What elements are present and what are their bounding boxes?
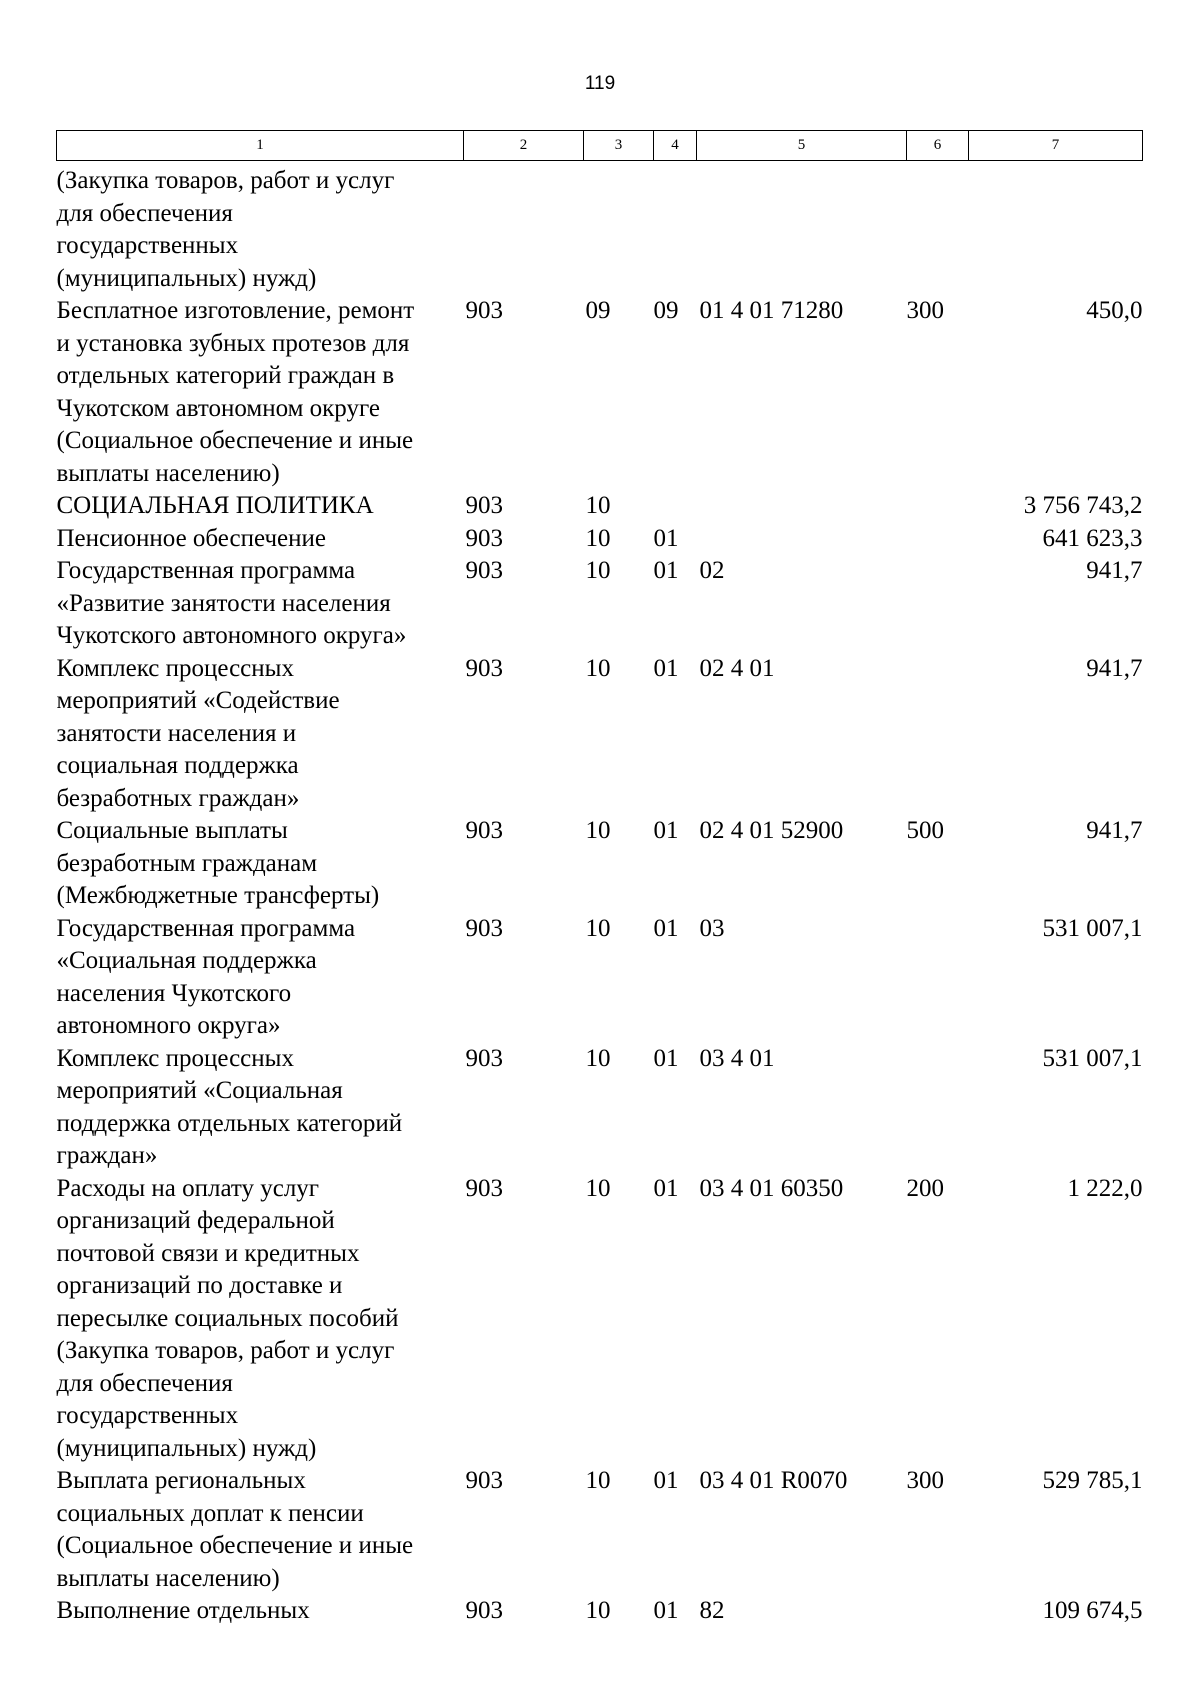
subsection-cell: 01: [653, 1467, 679, 1494]
section-cell: 10: [585, 1044, 611, 1072]
row-name-cell: [57, 490, 464, 523]
row-name-line: граждан»: [56, 1142, 158, 1169]
table-row: [57, 1595, 1143, 1628]
row-name-line: Государственная программа: [56, 557, 356, 584]
amount-cell: 941,7: [1086, 654, 1143, 682]
table-row: [57, 913, 1143, 1043]
expense-type-cell: 300: [906, 297, 944, 324]
row-name-line: мероприятий «Социальная: [56, 1077, 343, 1104]
page-number: 119: [584, 73, 616, 94]
row-name-line: государственных: [56, 232, 239, 259]
row-name-line: для обеспечения: [56, 1369, 233, 1397]
row-name-line: Комплекс процессных: [56, 654, 294, 682]
row-name-line: выплаты населению): [56, 1564, 280, 1592]
expense-type-cell: 300: [906, 1467, 944, 1494]
amount-cell: 641 623,3: [1042, 524, 1143, 552]
row-name-line: (Межбюджетные трансферты): [56, 882, 380, 909]
admin-code-cell: [464, 161, 584, 296]
row-name-line: «Социальная поддержка: [56, 947, 317, 974]
target-article-cell: [697, 523, 907, 556]
subsection-cell: [654, 161, 697, 296]
section-cell: 10: [585, 1174, 611, 1202]
row-name-line: поддержка отдельных категорий: [56, 1109, 403, 1137]
table-row: [57, 1043, 1143, 1173]
row-name-cell: [57, 1043, 464, 1173]
target-article-cell: 03 4 01: [699, 1044, 775, 1072]
table-row: [57, 295, 1143, 490]
amount-cell: [969, 161, 1143, 296]
amount-cell: 531 007,1: [1042, 914, 1143, 942]
row-name-line: Чукотском автономном округе: [56, 394, 380, 422]
row-name-cell: [57, 913, 464, 1043]
column-header: 6: [907, 131, 969, 161]
row-name-line: СОЦИАЛЬНАЯ ПОЛИТИКА: [56, 492, 374, 519]
amount-cell: 941,7: [1086, 557, 1143, 584]
column-header: 5: [697, 131, 907, 161]
table-body: [57, 161, 1143, 1628]
expense-type-cell: [907, 1595, 969, 1628]
section-cell: 10: [585, 1467, 611, 1494]
section-cell: 09: [585, 297, 611, 324]
table-row: [57, 161, 1143, 296]
row-name-line: для обеспечения: [56, 199, 233, 227]
row-name-line: Пенсионное обеспечение: [56, 524, 326, 552]
expense-type-cell: [907, 555, 969, 653]
expense-type-cell: [907, 490, 969, 523]
table-row: [57, 1173, 1143, 1466]
admin-code-cell: 903: [465, 914, 503, 942]
section-cell: 10: [585, 1597, 611, 1624]
expense-type-cell: [907, 913, 969, 1043]
row-name-cell: [57, 1465, 464, 1595]
table-row: [57, 555, 1143, 653]
target-article-cell: 01 4 01 71280: [699, 297, 844, 324]
amount-cell: 450,0: [1086, 297, 1143, 324]
column-header: 4: [654, 131, 697, 161]
row-name-line: социальных доплат к пенсии: [56, 1499, 364, 1527]
admin-code-cell: 903: [465, 1467, 503, 1494]
expense-type-cell: 200: [906, 1174, 944, 1202]
admin-code-cell: 903: [465, 1174, 503, 1202]
subsection-cell: 01: [653, 557, 679, 584]
admin-code-cell: 903: [465, 817, 503, 844]
column-header: 2: [464, 131, 584, 161]
row-name-cell: [57, 1173, 464, 1466]
subsection-cell: 01: [653, 524, 679, 552]
target-article-cell: [697, 161, 907, 296]
column-header: 3: [584, 131, 654, 161]
table-row: [57, 1465, 1143, 1595]
row-name-cell: [57, 653, 464, 816]
row-name-line: организаций по доставке и: [56, 1272, 343, 1299]
row-name-line: государственных: [56, 1402, 239, 1429]
row-name-cell: [57, 523, 464, 556]
subsection-cell: [654, 490, 697, 523]
row-name-line: Выплата региональных: [56, 1467, 306, 1494]
admin-code-cell: 903: [465, 1044, 503, 1072]
subsection-cell: 01: [653, 1174, 679, 1202]
section-cell: 10: [585, 524, 611, 552]
row-name-line: отдельных категорий граждан в: [56, 362, 395, 389]
column-header: 1: [57, 131, 464, 161]
section-cell: 10: [585, 817, 611, 844]
target-article-cell: 03 4 01 60350: [699, 1174, 844, 1202]
table-row: [57, 523, 1143, 556]
target-article-cell: 03: [699, 914, 725, 942]
row-name-cell: [57, 555, 464, 653]
row-name-line: Государственная программа: [56, 914, 356, 942]
row-name-line: (Закупка товаров, работ и услуг: [56, 167, 395, 194]
row-name-line: пересылке социальных пособий: [56, 1304, 399, 1332]
row-name-line: и установка зубных протезов для: [56, 329, 410, 357]
row-name-line: Чукотского автономного округа»: [56, 622, 407, 649]
amount-cell: 531 007,1: [1042, 1044, 1143, 1072]
row-name-line: занятости населения и: [56, 719, 297, 747]
row-name-line: Комплекс процессных: [56, 1044, 294, 1072]
amount-cell: 941,7: [1086, 817, 1143, 844]
target-article-cell: 02 4 01: [699, 654, 775, 682]
expense-type-cell: [907, 653, 969, 816]
row-name-line: (Социальное обеспечение и иные: [56, 427, 414, 454]
section-cell: 10: [585, 492, 611, 519]
row-name-line: (муниципальных) нужд): [56, 1434, 317, 1462]
row-name-cell: [57, 295, 464, 490]
row-name-line: Бесплатное изготовление, ремонт: [56, 297, 415, 324]
table-row: [57, 653, 1143, 816]
section-cell: [584, 161, 654, 296]
admin-code-cell: 903: [465, 557, 503, 584]
row-name-line: выплаты населению): [56, 459, 280, 487]
section-cell: 10: [585, 654, 611, 682]
amount-cell: 529 785,1: [1042, 1467, 1143, 1494]
row-name-line: мероприятий «Содействие: [56, 687, 340, 714]
row-name-line: автономного округа»: [56, 1012, 281, 1039]
row-name-line: безработных граждан»: [56, 784, 300, 812]
table-row: [57, 490, 1143, 523]
admin-code-cell: 903: [465, 654, 503, 682]
row-name-line: «Развитие занятости населения: [56, 589, 391, 617]
target-article-cell: [697, 490, 907, 523]
row-name-line: (Социальное обеспечение и иные: [56, 1532, 414, 1559]
row-name-line: организаций федеральной: [56, 1207, 335, 1234]
row-name-line: (Закупка товаров, работ и услуг: [56, 1337, 395, 1364]
row-name-cell: [57, 1595, 464, 1628]
table-header: [57, 131, 1143, 161]
expense-type-cell: 500: [906, 817, 944, 844]
subsection-cell: 01: [653, 1597, 679, 1624]
section-cell: 10: [585, 914, 611, 942]
admin-code-cell: 903: [465, 1597, 503, 1624]
expense-type-cell: [907, 1043, 969, 1173]
row-name-line: Выполнение отдельных: [56, 1597, 310, 1624]
column-header: 7: [969, 131, 1143, 161]
subsection-cell: 01: [653, 1044, 679, 1072]
subsection-cell: 01: [653, 817, 679, 844]
target-article-cell: 02: [699, 557, 725, 584]
row-name-cell: [57, 161, 464, 296]
row-name-line: (муниципальных) нужд): [56, 264, 317, 292]
budget-table: [56, 130, 1143, 1628]
subsection-cell: 01: [653, 914, 679, 942]
expense-type-cell: [907, 523, 969, 556]
row-name-line: социальная поддержка: [56, 752, 299, 779]
admin-code-cell: 903: [465, 492, 503, 519]
amount-cell: 109 674,5: [1042, 1597, 1143, 1624]
subsection-cell: 09: [653, 297, 679, 324]
admin-code-cell: 903: [465, 297, 503, 324]
expense-type-cell: [907, 161, 969, 296]
row-name-line: населения Чукотского: [56, 979, 292, 1007]
row-name-line: безработным гражданам: [56, 849, 318, 877]
row-name-cell: [57, 815, 464, 913]
target-article-cell: 82: [699, 1597, 725, 1624]
target-article-cell: 02 4 01 52900: [699, 817, 844, 844]
target-article-cell: 03 4 01 R0070: [699, 1467, 848, 1494]
subsection-cell: 01: [653, 654, 679, 682]
amount-cell: 1 222,0: [1067, 1174, 1143, 1202]
row-name-line: Расходы на оплату услуг: [56, 1174, 320, 1202]
admin-code-cell: 903: [465, 524, 503, 552]
table-row: [57, 815, 1143, 913]
header-row: [57, 131, 1143, 161]
amount-cell: 3 756 743,2: [1023, 492, 1143, 519]
row-name-line: почтовой связи и кредитных: [56, 1239, 360, 1267]
row-name-line: Социальные выплаты: [56, 817, 288, 844]
section-cell: 10: [585, 557, 611, 584]
